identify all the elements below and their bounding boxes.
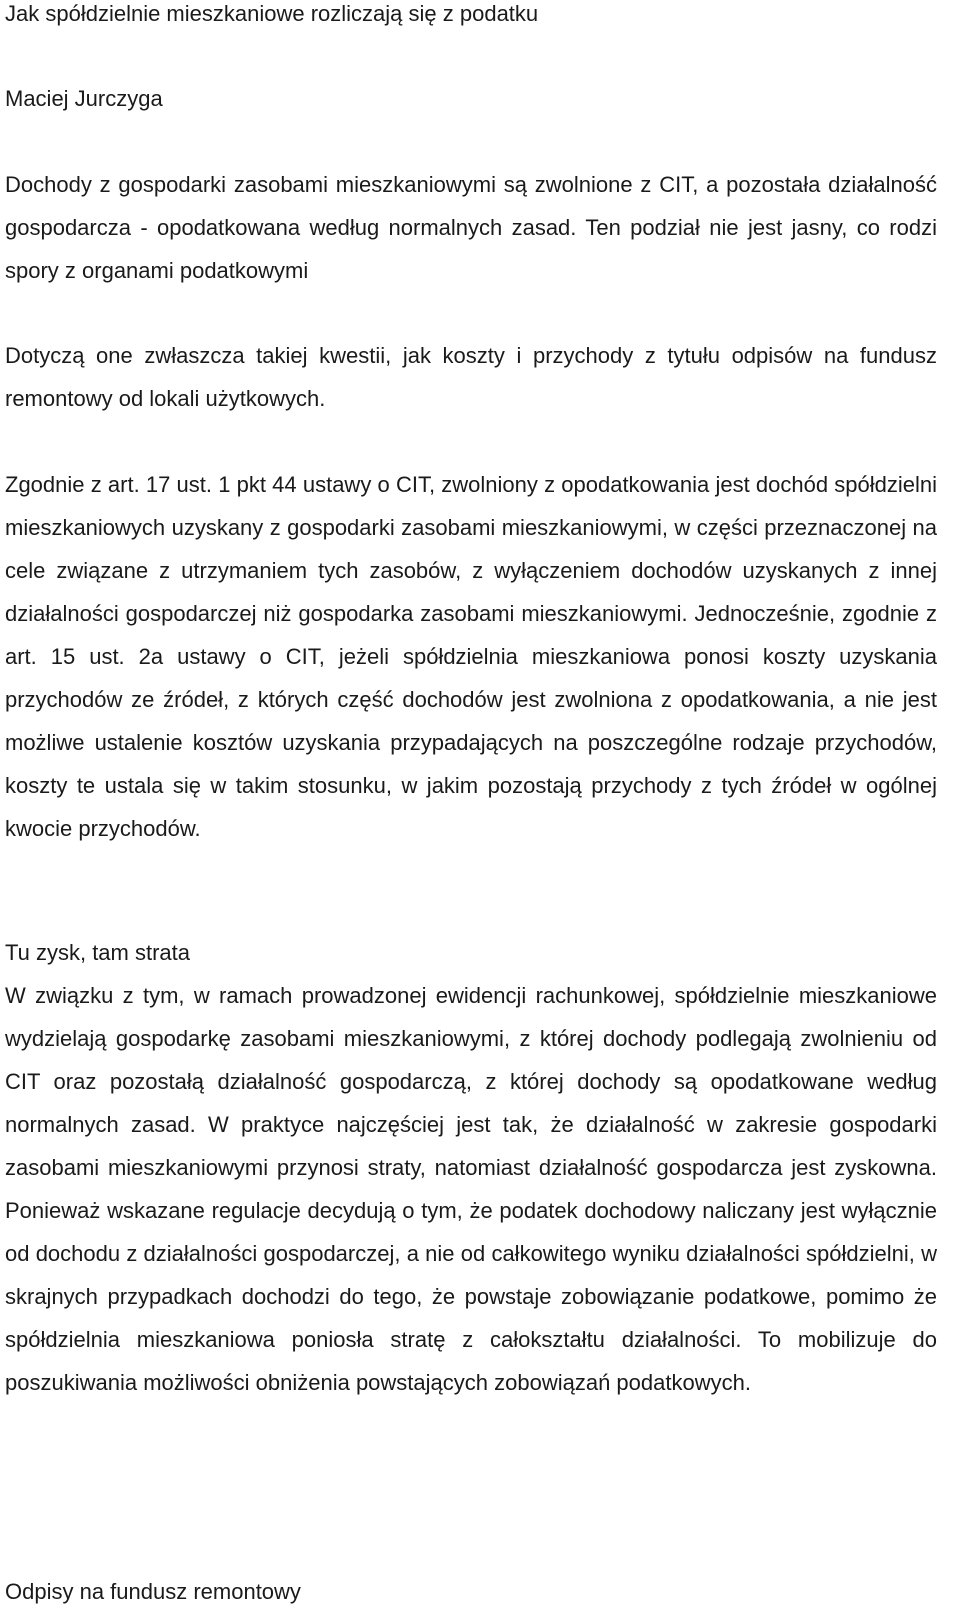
paragraph-fund-costs: Dotyczą one zwłaszcza takiej kwestii, jak koszty i przychody z tytułu odpisów na fundusz remontowy od lokali użytkowych. [5,343,937,411]
article-lead: Dochody z gospodarki zasobami mieszkaniowymi są zwolnione z CIT, a pozostała działalność gospodarcza - opodatkowana według normalnych zasad. Ten podział nie jest jasny, co rodzi spory z organami podatkowymi [5,172,937,283]
section-heading-profit-loss: Tu zysk, tam strata [5,940,191,965]
section-heading-renovation-fund: Odpisy na fundusz remontowy [5,1579,301,1604]
article-author: Maciej Jurczyga [5,86,163,111]
paragraph-cit-exemption: Zgodnie z art. 17 ust. 1 pkt 44 ustawy o CIT, zwolniony z opodatkowania jest dochód spółdzielni mieszkaniowych uzyskany z gospodarki zasobami mieszkaniowymi, w części przeznaczonej na cele związane z utrzymaniem tych zasobów, z wyłączeniem dochodów uzyskanych z innej działalności gospodarczej niż gospodarka zasobami mieszkaniowymi. Jednocześnie, zgodnie z art. 15 ust. 2a ustawy o CIT, jeżeli spółdzielnia mieszkaniowa ponosi koszty uzyskania przychodów ze źródeł, z których część dochodów jest zwolniona z opodatkowania, a nie jest możliwe ustalenie kosztów uzyskania przypadających na poszczególne rodzaje przychodów, koszty te ustala się w takim stosunku, w jakim pozostają przychody z tych źródeł w ogólnej kwocie przychodów. [5,472,937,841]
paragraph-accounting: W związku z tym, w ramach prowadzonej ewidencji rachunkowej, spółdzielnie mieszkaniowe wydzielają gospodarkę zasobami mieszkaniowymi, z której dochody podlegają zwolnieniu od CIT oraz pozostałą działalność gospodarczą, z której dochody są opodatkowane według normalnych zasad. W praktyce najczęściej jest tak, że działalność w zakresie gospodarki zasobami mieszkaniowymi przynosi straty, natomiast działalność gospodarcza jest zyskowna. Ponieważ wskazane regulacje decydują o tym, że podatek dochodowy naliczany jest wyłącznie od dochodu z działalności gospodarczej, a nie od całkowitego wyniku działalności spółdzielni, w skrajnych przypadkach dochodzi do tego, że powstaje zobowiązanie podatkowe, pomimo że spółdzielnia mieszkaniowa poniosła stratę z całokształtu działalności. To mobilizuje do poszukiwania możliwości obniżenia powstających zobowiązań podatkowych. [5,983,937,1395]
article-title: Jak spółdzielnie mieszkaniowe rozliczają się z podatku [5,1,539,26]
